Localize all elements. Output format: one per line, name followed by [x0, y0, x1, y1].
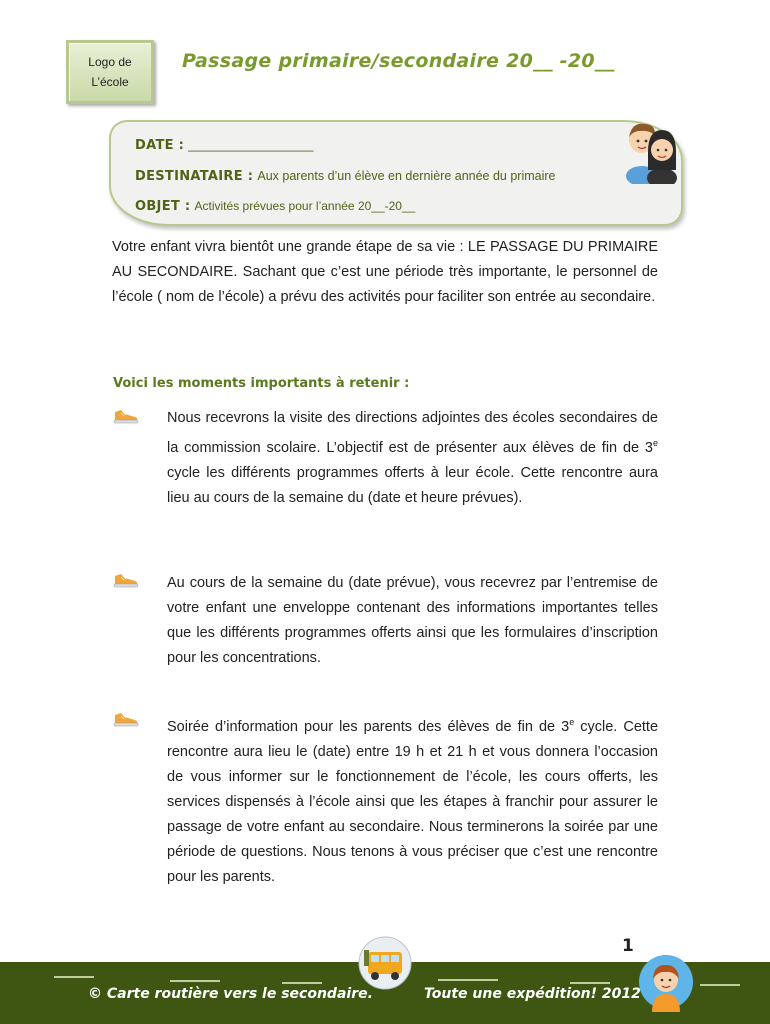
logo-line-2: L’école	[91, 75, 129, 89]
bus-icon	[358, 936, 412, 990]
footer-decor-line	[700, 984, 740, 986]
subject-label: OBJET :	[135, 199, 191, 214]
recipient-value: Aux parents d’un élève en dernière année du primaire	[257, 169, 556, 183]
recipient-line	[135, 169, 556, 184]
couple-icon	[620, 112, 680, 184]
bullet-item-3	[167, 710, 658, 890]
bullet-1-superscript: e	[652, 438, 658, 448]
date-value: __________________	[188, 138, 314, 152]
sneaker-icon	[113, 572, 139, 588]
bullet-1-text-a: Nous recevrons la visite des directions adjointes des écoles secondaires de la commission scolaire. L’objectif est de présenter aux élèves de fin de 3	[167, 410, 658, 456]
recipient-label: DESTINATAIRE :	[135, 169, 254, 184]
girl-icon	[638, 952, 694, 1014]
sneaker-icon	[113, 711, 139, 727]
sneaker-icon	[113, 408, 139, 424]
bullet-3-text-b: cycle. Cette rencontre aura lieu le (date) entre 19 h et 21 h et vous donnera l’occasion de vous informer sur le fonctionnement de l’école, les cours offerts, les services dispensés à l’école ainsi que les étapes à franchir pour assurer le passage de votre enfant au secondaire. Nous terminerons la soirée par une période de questions. Nous tenons à vous préciser que c’est une rencontre pour les parents.	[167, 718, 659, 885]
bullet-1-text-b: cycle les différents programmes offerts à leur école. Cette rencontre aura lieu au cours de la semaine du (date et heure prévues).	[167, 464, 658, 506]
school-logo-placeholder	[66, 40, 154, 104]
subject-value: Activités prévues pour l’année 20__-20__	[194, 199, 416, 213]
page-title: Passage primaire/secondaire 20__ -20__	[182, 50, 615, 72]
date-line	[135, 138, 313, 153]
bullet-item-1	[167, 406, 658, 511]
footer-decor-line	[170, 980, 220, 982]
logo-line-1: Logo de	[88, 55, 132, 69]
bullet-3-superscript: e	[569, 717, 575, 727]
footer-decor-line	[570, 982, 610, 984]
bullet-3-text-a: Soirée d’information pour les parents des élèves de fin de 3	[167, 718, 570, 735]
intro-paragraph: Votre enfant vivra bientôt une grande étape de sa vie : LE PASSAGE DU PRIMAIRE AU SECONDAIRE. Sachant que c’est une période très importante, le personnel de l’école ( nom de l’école) a prévu des activités pour faciliter son entrée au secondaire.	[112, 239, 658, 305]
footer-decor-line	[54, 976, 94, 978]
subject-line	[135, 199, 415, 214]
footer-decor-line	[438, 979, 498, 981]
section-heading: Voici les moments importants à retenir :	[113, 376, 410, 391]
footer-left-text: © Carte routière vers le secondaire.	[88, 986, 373, 1002]
bullet-item-2: Au cours de la semaine du (date prévue), vous recevrez par l’entremise de votre enfant une enveloppe contenant des informations importantes telles que les différents programmes offerts ainsi que les formulaires d’inscription pour les concentrations.	[167, 575, 658, 666]
footer-right-text: Toute une expédition! 2012	[424, 986, 641, 1002]
page-number: 1	[622, 936, 634, 956]
footer-decor-line	[282, 982, 322, 984]
date-label: DATE :	[135, 138, 185, 153]
